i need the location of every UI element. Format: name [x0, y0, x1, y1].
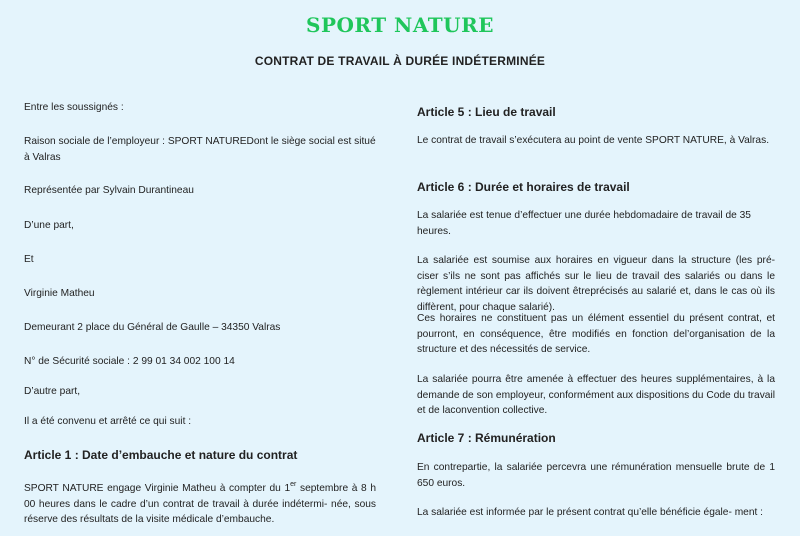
intro-text: Entre les soussignés : [24, 102, 124, 113]
article5-title: Article 5 : Lieu de travail [417, 105, 556, 119]
agreed-text: Il a été convenu et arrêté ce qui suit : [24, 416, 192, 427]
article7-paragraph-1: En contrepartie, la salariée percevra une rémunération mensuelle brute de 1 650 euros. [417, 462, 775, 489]
article6-paragraph-3: Ces horaires ne constituent pas un élément essentiel du présent contrat, et pourront, en conséquence, être modifiés en fonction del’organisation de la structure et des nécessités de service. [417, 313, 775, 355]
article7-title: Article 7 : Rémunération [417, 431, 556, 445]
one-part: D’une part, [24, 220, 74, 231]
article1-text-end: septembre à 8 h 00 heures dans le cadre d’un contrat de travail à durée indétermi- née, sous réserve des résultats de la visite médicale d’embauche. [24, 483, 377, 525]
company-logo: SPORT NATURE [306, 13, 494, 37]
article1-title: Article 1 : Date d’embauche et nature du contrat [24, 448, 298, 462]
employee-address: Demeurant 2 place du Général de Gaulle – 34350 Valras [24, 322, 281, 333]
article5-text: Le contrat de travail s’exécutera au point de vente SPORT NATURE, à Valras. [417, 135, 770, 146]
employee-name: Virginie Matheu [24, 288, 95, 299]
article6-paragraph-4: La salariée pourra être amenée à effectuer des heures supplémentaires, à la demande de son employeur, conformément aux dispositions du Code du travail et de laconvention collective. [417, 374, 775, 416]
and-text: Et [24, 254, 34, 265]
article6-title: Article 6 : Durée et horaires de travail [417, 180, 630, 194]
article1-superscript: er [290, 480, 297, 488]
document-title: CONTRAT DE TRAVAIL À DURÉE INDÉTERMINÉE [254, 54, 546, 68]
article6-paragraph-2: La salariée est soumise aux horaires en vigueur dans la structure (les pré- ciser s’ils ne sont pas affichés sur le lieu de travail des salariés ou dans le règlement intérieur car ils doivent êtreprécisés au salarié et, dans le cas où ils diffèrent, pour chaque salarié). [417, 255, 775, 313]
article7-paragraph-2: La salariée est informée par le présent contrat qu’elle bénéficie égale- ment : [417, 507, 764, 518]
article1-text-start: SPORT NATURE engage Virginie Matheu à compter du 1 [24, 483, 291, 494]
represented-by: Représentée par Sylvain Durantineau [24, 185, 194, 196]
article6-paragraph-1: La salariée est tenue d’effectuer une durée hebdomadaire de travail de 35 heures. [417, 210, 751, 237]
social-security-number: N° de Sécurité sociale : 2 99 01 34 002 100 14 [24, 356, 235, 367]
article1-text [24, 481, 376, 528]
other-part: D’autre part, [24, 386, 81, 397]
employer-line: Raison sociale de l’employeur : SPORT NATUREDont le siège social est situé à Valras [24, 136, 376, 163]
